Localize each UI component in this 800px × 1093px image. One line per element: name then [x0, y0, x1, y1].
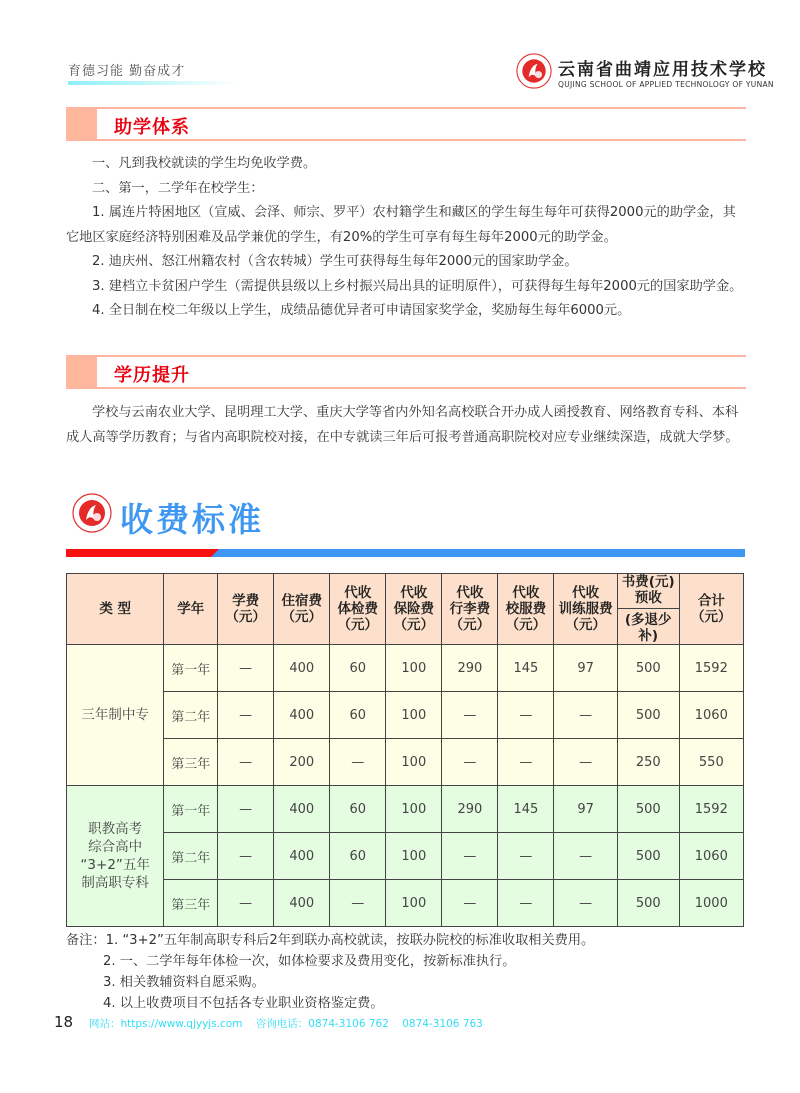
phone-2: 0874-3106 763 — [402, 1018, 483, 1030]
fee-standard-title: 收费标准 — [120, 500, 264, 539]
books-cell: 250 — [617, 739, 679, 786]
note-item: 4. 以上收费项目不包括各专业职业资格鉴定费。 — [103, 996, 384, 1011]
motto-underline — [68, 81, 240, 85]
uniform-cell: — — [498, 880, 554, 927]
table-header-row — [67, 574, 744, 645]
training-uniform-cell: — — [554, 833, 617, 880]
school-logo-icon — [516, 53, 552, 89]
col-year: 学年 — [164, 574, 218, 645]
training-uniform-cell: 97 — [554, 786, 617, 833]
col-type: 类 型 — [67, 574, 164, 645]
year-cell: 第二年 — [164, 692, 218, 739]
year-cell: 第一年 — [164, 645, 218, 692]
luggage-cell: — — [442, 833, 498, 880]
training-uniform-cell: — — [554, 739, 617, 786]
section-header-aid — [66, 107, 746, 141]
col-tuition: 学费 （元） — [218, 574, 274, 645]
tuition-cell: — — [218, 645, 274, 692]
aid-line: 一、凡到我校就读的学生均免收学费。 — [92, 156, 317, 171]
table-row — [67, 833, 744, 880]
dorm-cell: 400 — [274, 786, 330, 833]
school-motto: 育德习能 勤奋成才 — [68, 64, 186, 79]
program-type-line: 综合高中 — [88, 839, 143, 855]
aid-line: 2. 迪庆州、怒江州籍农村（含农转城）学生可获得每生每年2000元的国家助学金。 — [92, 254, 578, 269]
books-cell: 500 — [617, 786, 679, 833]
dorm-cell: 400 — [274, 692, 330, 739]
aid-content — [66, 152, 746, 324]
page-number: 18 — [54, 1013, 74, 1031]
program-type-cell: 三年制中专 — [67, 645, 164, 786]
tuition-cell: — — [218, 833, 274, 880]
tuition-cell: — — [218, 692, 274, 739]
checkup-cell: 60 — [330, 692, 386, 739]
section-header-education — [66, 355, 746, 389]
col-insurance: 代收 保险费 （元） — [386, 574, 442, 645]
col-uniform: 代收 校服费 （元） — [498, 574, 554, 645]
school-name-cn: 云南省曲靖应用技术学校 — [558, 60, 767, 80]
title-bar-blue — [211, 549, 745, 557]
program-type-line: 制高职专科 — [81, 875, 149, 891]
insurance-cell: 100 — [386, 692, 442, 739]
education-text: 学校与云南农业大学、昆明理工大学、重庆大学等省内外知名高校联合开办成人函授教育、网络教育专科、本科成人高等学历教育；与省内高职院校对接，在中专就读三年后可报考普通高职院校对应专业继续深造，成就大学梦。 — [66, 405, 739, 445]
section-title-aid: 助学体系 — [114, 117, 190, 138]
uniform-cell: 145 — [498, 786, 554, 833]
total-cell: 1000 — [679, 880, 743, 927]
website-link[interactable]: 网站：https://www.qjyyjs.com — [89, 1018, 243, 1030]
books-cell: 500 — [617, 880, 679, 927]
uniform-cell: — — [498, 833, 554, 880]
year-cell: 第三年 — [164, 880, 218, 927]
luggage-cell: 290 — [442, 786, 498, 833]
uniform-cell: — — [498, 739, 554, 786]
luggage-cell: — — [442, 692, 498, 739]
year-cell: 第三年 — [164, 739, 218, 786]
program-type-cell — [67, 786, 164, 927]
checkup-cell: 60 — [330, 645, 386, 692]
notes-label: 备注： — [66, 933, 106, 948]
tuition-cell: — — [218, 880, 274, 927]
aid-line: 4. 全日制在校二年级以上学生，成绩品德优异者可申请国家奖学金，奖励每生每年6000元。 — [92, 303, 631, 318]
aid-line: 3. 建档立卡贫困户学生（需提供县级以上乡村振兴局出具的证明原件），可获得每生每年2000元的国家助学金。 — [92, 278, 743, 294]
fee-table — [66, 573, 744, 927]
dorm-cell: 400 — [274, 833, 330, 880]
total-cell: 1060 — [679, 833, 743, 880]
col-books: 书费(元)预收 (多退少补) — [617, 574, 679, 645]
aid-line: 二、第一，二学年在校学生： — [92, 180, 264, 196]
training-uniform-cell: — — [554, 692, 617, 739]
table-row — [67, 786, 744, 833]
col-luggage: 代收 行李费 （元） — [442, 574, 498, 645]
luggage-cell: 290 — [442, 645, 498, 692]
books-cell: 500 — [617, 692, 679, 739]
education-content — [66, 401, 746, 450]
training-uniform-cell: 97 — [554, 645, 617, 692]
tuition-cell: — — [218, 786, 274, 833]
col-dorm: 住宿费 （元） — [274, 574, 330, 645]
insurance-cell: 100 — [386, 880, 442, 927]
phone-1: 咨询电话：0874-3106 762 — [255, 1018, 389, 1030]
checkup-cell: 60 — [330, 786, 386, 833]
note-item: 3. 相关教辅资料自愿采购。 — [103, 975, 265, 990]
table-row — [67, 880, 744, 927]
col-checkup: 代收 体检费 （元） — [330, 574, 386, 645]
checkup-cell: 60 — [330, 833, 386, 880]
section-marker — [66, 109, 97, 139]
books-cell: 500 — [617, 645, 679, 692]
note-item: 备注：1. “3+2”五年制高职专科后2年到联办高校就读，按联办院校的标准收取相关费用。 — [66, 933, 595, 948]
total-cell: 1060 — [679, 692, 743, 739]
year-cell: 第二年 — [164, 833, 218, 880]
note-item: 2. 一、二学年每年体检一次，如体检要求及费用变化，按新标准执行。 — [103, 954, 516, 969]
total-cell: 1592 — [679, 645, 743, 692]
col-training-uniform: 代收 训练服费 （元） — [554, 574, 617, 645]
school-name-en: QUJING SCHOOL OF APPLIED TECHNOLOGY OF YUNAN — [558, 80, 774, 89]
insurance-cell: 100 — [386, 786, 442, 833]
aid-line: 1. 属连片特困地区（宣威、会泽、师宗、罗平）农村籍学生和藏区的学生每生每年可获得2000元的助学金，其它地区家庭经济特别困难及品学兼优的学生，有20%的学生可享有每生每年2000元的助学金。 — [66, 205, 736, 245]
checkup-cell: — — [330, 739, 386, 786]
table-row — [67, 645, 744, 692]
program-type-line: 职教高考 — [88, 821, 143, 837]
total-cell: 1592 — [679, 786, 743, 833]
school-emblem-icon — [72, 493, 112, 533]
footer-contact — [89, 1016, 493, 1031]
section-title-education: 学历提升 — [114, 365, 190, 386]
checkup-cell: — — [330, 880, 386, 927]
dorm-cell: 400 — [274, 880, 330, 927]
training-uniform-cell: — — [554, 880, 617, 927]
section-marker — [66, 357, 97, 387]
uniform-cell: — — [498, 692, 554, 739]
notes — [66, 930, 594, 1014]
insurance-cell: 100 — [386, 739, 442, 786]
luggage-cell: — — [442, 739, 498, 786]
luggage-cell: — — [442, 880, 498, 927]
insurance-cell: 100 — [386, 833, 442, 880]
total-cell: 550 — [679, 739, 743, 786]
dorm-cell: 200 — [274, 739, 330, 786]
col-total: 合计 （元） — [679, 574, 743, 645]
insurance-cell: 100 — [386, 645, 442, 692]
table-row — [67, 692, 744, 739]
table-row — [67, 739, 744, 786]
year-cell: 第一年 — [164, 786, 218, 833]
dorm-cell: 400 — [274, 645, 330, 692]
tuition-cell: — — [218, 739, 274, 786]
program-type-line: “3+2”五年 — [80, 857, 150, 873]
books-cell: 500 — [617, 833, 679, 880]
uniform-cell: 145 — [498, 645, 554, 692]
